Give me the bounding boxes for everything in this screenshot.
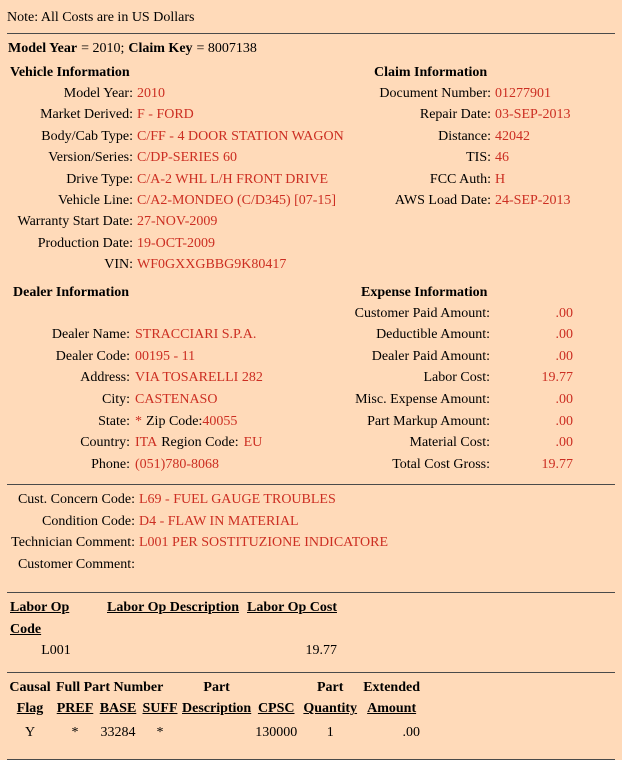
concern-section — [0, 489, 622, 575]
amount-header: Amount — [367, 701, 417, 717]
field-tis: TIS: 46 — [466, 150, 509, 166]
pref-header: PREF — [56, 701, 94, 717]
parts-group-header-row — [8, 677, 420, 699]
parts-table — [4, 677, 424, 744]
model-year-key-label: Model Year — [8, 41, 78, 56]
divider — [7, 33, 615, 34]
field-drive-type: Drive Type: C/A-2 WHL L/H FRONT DRIVE — [66, 171, 329, 187]
field-production-date: Production Date: 19-OCT-2009 — [37, 235, 216, 251]
vehicle-information-column — [0, 62, 344, 276]
cpsc-cell: 130000 — [255, 724, 298, 740]
spacer-row — [0, 303, 311, 325]
field-dealer-code: Dealer Code: 00195 - 11 — [55, 348, 196, 364]
field-warranty-start-date: Warranty Start Date: 27-NOV-2009 — [17, 214, 218, 230]
quantity-header: Quantity — [303, 701, 358, 717]
extended-group-header: Extended — [363, 679, 421, 695]
base-cell: 33284 — [100, 724, 136, 740]
labor-op-code-cell: L001 — [41, 643, 71, 659]
field-vin: VIN: WF0GXXGBBG9K80417 — [104, 257, 287, 273]
dealer-information-column — [0, 282, 311, 476]
field-labor-cost: Labor Cost: 19.77 — [423, 370, 573, 386]
part-description-group-header: Part — [203, 679, 230, 695]
labor-op-description-header: Labor Op Description — [107, 600, 239, 616]
parts-row — [8, 720, 420, 744]
expense-information-title: Expense Information — [361, 284, 488, 300]
amount-cell: .00 — [402, 724, 421, 740]
divider — [7, 592, 615, 593]
pref-cell: * — [71, 724, 79, 740]
field-total-cost-gross: Total Cost Gross: 19.77 — [392, 456, 573, 472]
field-condition-code: Condition Code: D4 - FLAW IN MATERIAL — [42, 513, 299, 529]
labor-op-code-header: Labor Op Code — [10, 600, 70, 637]
field-body-cab-type: Body/Cab Type: C/FF - 4 DOOR STATION WAGON — [41, 128, 344, 144]
field-customer-comment: Customer Comment: — [17, 556, 135, 572]
field-cust-concern-code: Cust. Concern Code: L69 - FUEL GAUGE TROUBLES — [17, 492, 336, 508]
labor-op-table — [10, 597, 622, 662]
vehicle-information-title: Vehicle Information — [10, 65, 130, 80]
field-deductible-amount: Deductible Amount: .00 — [376, 327, 573, 343]
divider — [7, 484, 615, 485]
labor-op-cost-cell: 19.77 — [305, 643, 337, 659]
field-technician-comment: Technician Comment: L001 PER SOSTITUZIONE INDICATORE — [11, 535, 389, 551]
claim-information-title: Claim Information — [374, 65, 488, 80]
expense-information-column — [311, 282, 622, 476]
warranty-claim-report — [0, 7, 622, 758]
field-country-region: Country: ITA Region Code: EU — [80, 435, 263, 451]
labor-op-header-row — [10, 597, 622, 640]
field-model-year: Model Year: 2010 — [63, 86, 165, 101]
field-fcc-auth: FCC Auth: H — [429, 171, 506, 187]
part-quantity-group-header: Part — [317, 679, 344, 695]
claim-key-line — [8, 38, 622, 59]
field-state-zip: State: * Zip Code:40055 — [98, 413, 238, 429]
divider — [7, 672, 615, 673]
field-dealer-paid-amount: Dealer Paid Amount: .00 — [371, 348, 573, 364]
suff-cell: * — [156, 724, 164, 740]
claim-information-column — [311, 62, 622, 276]
full-part-number-group-header: Full Part Number — [56, 679, 164, 695]
labor-op-description-cell — [107, 640, 242, 662]
field-material-cost: Material Cost: .00 — [409, 435, 573, 451]
dealer-information-title: Dealer Information — [13, 284, 129, 300]
dealer-expense-section — [0, 282, 622, 476]
field-part-markup-amount: Part Markup Amount: .00 — [367, 413, 573, 429]
field-address: Address: VIA TOSARELLI 282 — [80, 370, 263, 386]
field-misc-expense-amount: Misc. Expense Amount: .00 — [355, 392, 573, 408]
suff-header: SUFF — [142, 701, 178, 717]
flag-cell: Y — [24, 724, 36, 740]
flag-header: Flag — [16, 701, 44, 717]
field-customer-paid-amount: Customer Paid Amount: .00 — [354, 305, 573, 321]
field-vehicle-line: Vehicle Line: C/A2-MONDEO (C/D345) [07-15] — [57, 193, 337, 209]
field-dealer-name: Dealer Name: STRACCIARI S.P.A. — [51, 327, 257, 343]
labor-op-cost-header: Labor Op Cost — [247, 600, 337, 616]
empty-group-header — [255, 677, 297, 699]
labor-op-row — [10, 640, 622, 662]
causal-group-header: Causal — [9, 679, 51, 695]
field-aws-load-date: AWS Load Date: 24-SEP-2013 — [394, 193, 571, 209]
description-header: Description — [182, 701, 252, 717]
vehicle-claim-section — [0, 62, 622, 276]
field-market-derived: Market Derived: F - FORD — [40, 107, 194, 123]
claim-key-label: Claim Key — [128, 41, 193, 56]
model-year-key-value: = 2010; — [81, 41, 125, 56]
cpsc-header: CPSC — [257, 701, 295, 717]
field-version-series: Version/Series: C/DP-SERIES 60 — [48, 150, 237, 166]
base-header: BASE — [99, 701, 137, 717]
description-cell — [182, 720, 251, 744]
field-document-number: Document Number: 01277901 — [379, 86, 551, 101]
field-phone: Phone: (051)780-8068 — [91, 456, 219, 472]
parts-column-header-row — [8, 698, 420, 720]
quantity-cell: 1 — [326, 724, 334, 740]
field-distance: Distance: 42042 — [438, 128, 530, 144]
costs-note: Note: All Costs are in US Dollars — [7, 10, 195, 25]
field-city: City: CASTENASO — [101, 392, 218, 408]
field-repair-date: Repair Date: 03-SEP-2013 — [419, 107, 571, 123]
claim-key-value: = 8007138 — [196, 41, 257, 56]
